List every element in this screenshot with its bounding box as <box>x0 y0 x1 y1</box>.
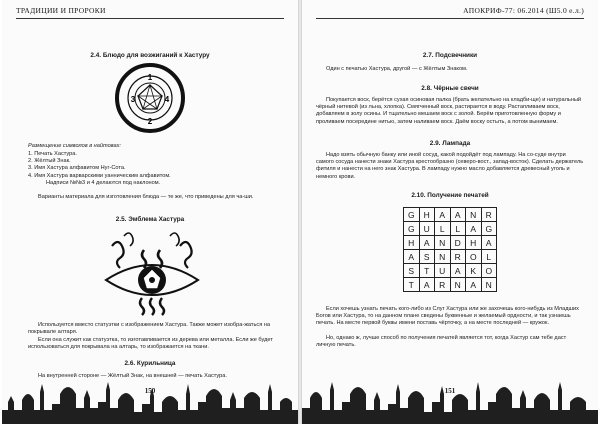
bowl-diagram <box>114 62 186 134</box>
grid-row <box>404 236 497 250</box>
grid-cell: A <box>450 208 466 222</box>
grid-cell: S <box>419 250 435 264</box>
grid-cell: G <box>404 208 420 222</box>
heading-bowl: 2.4. Блюдо для возжиганий к Хастуру <box>90 52 210 59</box>
grid-cell: G <box>404 222 420 236</box>
variants-paragraph: Варианты материала для изготовления блюда — те же, что приведены для ча-ши. <box>38 194 254 200</box>
grid-cell: O <box>466 250 482 264</box>
grid-cell: R <box>481 208 497 222</box>
grid-row <box>404 250 497 264</box>
seals-paragraph-1: Если хочешь узнать печать кого-либо из Слуг Хастура или же захочешь кого-нибудь из Младших Богов или Хастура, то на данном плане сведены буквенные и желаемый ордности, и так узнаешь печать. На месте первой буквы имени поставь чёрточку, а на месте последней — кружок. <box>316 306 579 327</box>
grid-row <box>404 222 497 236</box>
city-skyline-decoration <box>2 372 298 424</box>
grid-cell: A <box>466 278 482 292</box>
placement-label: Размещение символов в найтовах: <box>28 143 121 149</box>
grid-cell: L <box>435 222 451 236</box>
heading-candlesticks: 2.7. Подсвечники <box>422 52 478 59</box>
heading-emblem: 2.5. Эмблема Хастура <box>115 216 185 223</box>
grid-cell: H <box>404 236 420 250</box>
seal-letter-grid <box>403 207 497 292</box>
header-rule-left <box>16 18 284 19</box>
grid-cell: A <box>450 264 466 278</box>
grid-cell: A <box>419 278 435 292</box>
seals-paragraph-2: Но, однако ж, лучше способ по получения печатей является тот, когда Хастур сам тебе даст личную печать. <box>316 335 567 349</box>
grid-cell: N <box>435 236 451 250</box>
page-number-left: 150 <box>144 387 156 395</box>
grid-cell: A <box>419 236 435 250</box>
candlesticks-paragraph: Один с печатью Хастура, другой — с Жёлтым Знаком. <box>326 66 468 72</box>
emblem-paragraph-1: Используется вместо статуэтки с изображением Хастура. Также может изобра-жаться на покрывале алтаря. <box>28 322 270 336</box>
bowl-number-1: 1 <box>147 73 153 82</box>
grid-cell: S <box>404 264 420 278</box>
grid-cell: N <box>466 208 482 222</box>
grid-cell: U <box>435 264 451 278</box>
list-item: 2. Жёлтый Знак. <box>28 158 71 165</box>
grid-cell: H <box>466 236 482 250</box>
grid-cell: H <box>419 208 435 222</box>
bowl-number-2: 2 <box>147 117 153 126</box>
page-number-right: 151 <box>444 387 456 395</box>
grid-cell: D <box>450 236 466 250</box>
list-item: 4. Имя Хастура варварскими уанническим алфавитом. <box>28 172 171 179</box>
lamp-paragraph: Надо взять обычную банку или иной сосуд, какой подойдёт под лампаду. На со-суде внутри самого сосуда нанести знаки Хастура крестообразно (северо-вост., запад-восток). Сделать держатель фитиля и нанести на него знак Хастура. В лампаду нужно масло добавляется древесный уголь и немного крови. <box>316 152 584 180</box>
grid-cell: A <box>435 208 451 222</box>
grid-cell: U <box>419 222 435 236</box>
running-head-right: АПОКРИФ-77: 06.2014 (Ш5.0 е.л.) <box>463 6 584 15</box>
list-item: 3. Имя Хастура алфавитом Нуг-Сота. <box>28 165 126 172</box>
grid-row <box>404 264 497 278</box>
heading-lamp: 2.9. Лампада <box>429 140 471 147</box>
bowl-number-3: 3 <box>130 95 136 104</box>
emblem-paragraph-2: Если она служит как статуэтка, то изготавливается из дерева или металла. Если же будет использоваться для покрывала на алтарь, то изображается на ткани. <box>28 337 273 351</box>
grid-row <box>404 278 497 292</box>
bowl-number-4: 4 <box>164 95 170 104</box>
censer-paragraph: На внутренней стороне — Жёлтый Знак, на внешней — печать Хастура. <box>38 373 227 379</box>
heading-candles: 2.8. Чёрные свечи <box>421 85 479 92</box>
heading-seals: 2.10. Получение печатей <box>411 192 489 199</box>
grid-row <box>404 208 497 222</box>
grid-cell: G <box>481 222 497 236</box>
grid-cell: T <box>404 278 420 292</box>
left-page <box>2 0 298 424</box>
grid-cell: N <box>450 278 466 292</box>
grid-cell: A <box>466 222 482 236</box>
candles-paragraph: Покупается воск, берётся сухая осиновая палка (брать желательно на кладби-ще) и натуральный чёрный нитевой (из льна, хлопка). Смягченный воск, растирается в воду. Растапливаем воск, добавляем в золу осины. И тщательно мешаем воск с золой. Берём приготовленную форму и проливаем посередине нитью, затем наливаем воск. Даём воску остыть, а потом вынимаем. <box>316 97 581 125</box>
grid-cell: A <box>481 236 497 250</box>
placement-list <box>28 151 171 180</box>
grid-cell: T <box>419 264 435 278</box>
grid-cell: K <box>466 264 482 278</box>
grid-cell: O <box>481 264 497 278</box>
header-rule-right <box>316 18 584 19</box>
grid-cell: R <box>435 278 451 292</box>
grid-cell: R <box>450 250 466 264</box>
city-skyline-decoration <box>302 372 598 424</box>
running-head-left: ТРАДИЦИИ И ПРОРОКИ <box>16 6 106 15</box>
list-item: 1. Печать Хастура. <box>28 151 77 157</box>
grid-cell: A <box>404 250 420 264</box>
right-page <box>302 0 598 424</box>
grid-cell: L <box>450 222 466 236</box>
grid-cell: L <box>481 250 497 264</box>
grid-cell: N <box>435 250 451 264</box>
heading-censer: 2.6. Курильница <box>124 360 176 367</box>
hastur-emblem <box>102 228 202 316</box>
grid-cell: N <box>481 278 497 292</box>
list-note: Надписи №№3 и 4 делаются под наклоном. <box>46 180 161 186</box>
